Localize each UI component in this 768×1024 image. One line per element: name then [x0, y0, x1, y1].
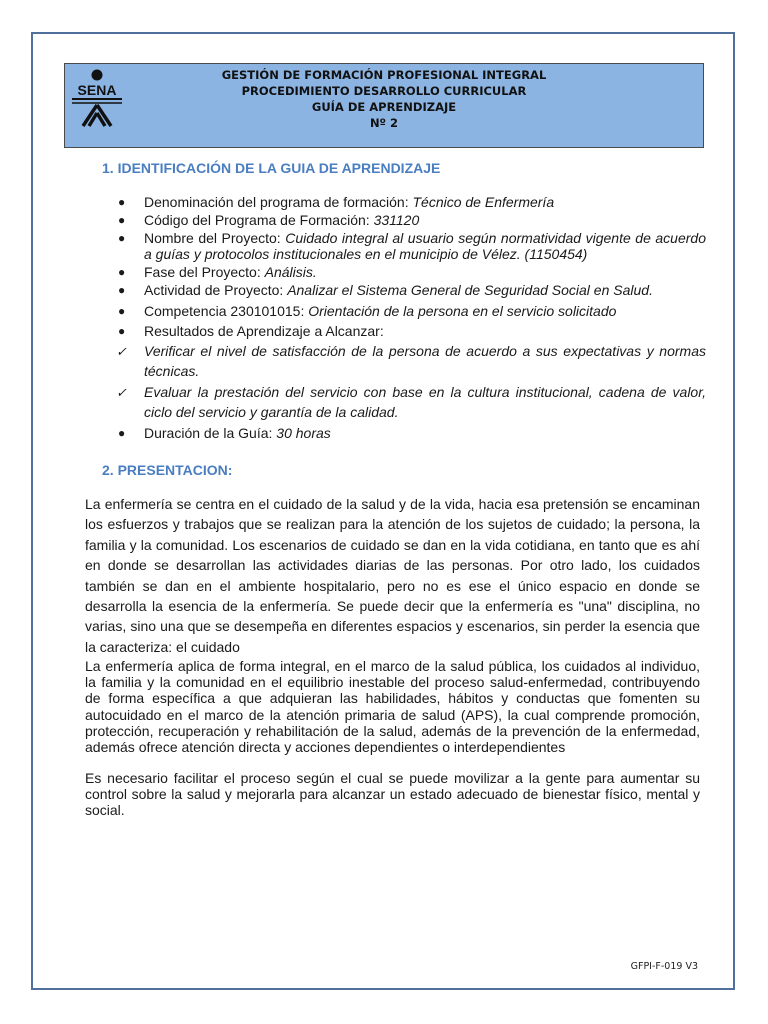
- bullet-icon: ●: [118, 324, 126, 339]
- item-value: Cuidado integral al usuario según normatividad vigente de acuerdo a guías y protocolos institucionales en el municipio de Vélez. (1150454): [144, 229, 706, 263]
- item-value: 30 horas: [276, 425, 331, 442]
- item-label: Nombre del Proyecto:: [144, 229, 286, 246]
- list-item: [116, 230, 706, 263]
- item-value: Técnico de Enfermería: [412, 194, 555, 210]
- bullet-icon: ●: [118, 213, 126, 228]
- bullet-icon: ●: [118, 426, 126, 441]
- identification-list: [116, 193, 706, 443]
- list-item: [116, 263, 706, 281]
- bullet-icon: ●: [118, 283, 126, 298]
- item-value: Analizar el Sistema General de Seguridad Social en Salud.: [287, 282, 653, 299]
- bullet-icon: ●: [118, 230, 126, 245]
- sena-logo-text: SENA: [77, 82, 117, 98]
- presentation-paragraph-2: La enfermería aplica de forma integral, en el marco de la salud pública, los cuidados al individuo, la familia y la comunidad en el equilibrio inestable del proceso salud-enfermedad, contribuyendo de forma específica a que adquieran las habilidades, hábitos y conductas que fomenten su autocuidado en el marco de la atención primaria de salud (APS), la cual comprende promoción, protección, recuperación y rehabilitación de la salud, además de la prevención de la enfermedad, además ofrece atención directa y acciones dependientes o interdependientes: [85, 658, 700, 756]
- learning-result-text: Evaluar la prestación del servicio con base en la cultura institucional, cadena de valor, ciclo del servicio y garantía de la calidad.: [144, 384, 706, 420]
- item-label: Resultados de Aprendizaje a Alcanzar:: [144, 323, 384, 340]
- checkmark-icon: ✓: [116, 385, 127, 401]
- item-value: Análisis.: [264, 263, 317, 280]
- header-line-1: GESTIÓN DE FORMACIÓN PROFESIONAL INTEGRAL: [221, 68, 547, 82]
- header-line-2: PROCEDIMIENTO DESARROLLO CURRICULAR: [241, 84, 527, 98]
- item-label: Denominación del programa de formación:: [144, 194, 413, 210]
- list-item: [116, 211, 706, 229]
- item-label: Duración de la Guía:: [144, 425, 277, 442]
- learning-result-item: [116, 342, 706, 381]
- header-line-3: GUÍA DE APRENDIZAJE: [311, 100, 457, 114]
- header-title-block: [65, 67, 703, 131]
- bullet-icon: ●: [118, 303, 126, 318]
- list-item: [116, 302, 706, 320]
- presentation-paragraph-3: Es necesario facilitar el proceso según el cual se puede movilizar a la gente para aumentar su control sobre la salud y mejorarla para alcanzar un estado adecuado de bienestar físico, mental y social.: [85, 770, 700, 819]
- header-line-4: Nº 2: [369, 116, 399, 130]
- list-item: [116, 322, 706, 340]
- section-1-title: 1. IDENTIFICACIÓN DE LA GUIA DE APRENDIZAJE: [102, 160, 441, 176]
- learning-result-text: Verificar el nivel de satisfacción de la persona de acuerdo a sus expectativas y normas técnicas.: [144, 343, 706, 379]
- item-label: Código del Programa de Formación:: [144, 212, 374, 229]
- bullet-icon: ●: [118, 264, 126, 279]
- document-header: [64, 63, 704, 148]
- form-code: GFPI-F-019 V3: [630, 961, 698, 972]
- list-item: [116, 424, 706, 442]
- learning-result-item: [116, 383, 706, 422]
- section-2-title: 2. PRESENTACION:: [102, 462, 233, 478]
- list-item: [116, 281, 706, 299]
- item-label: Competencia 230101015:: [144, 302, 309, 319]
- item-label: Actividad de Proyecto:: [144, 282, 288, 299]
- item-label: Fase del Proyecto:: [144, 263, 265, 280]
- list-item: [116, 193, 706, 211]
- item-value: Orientación de la persona en el servicio solicitado: [308, 302, 617, 319]
- bullet-icon: ●: [118, 195, 126, 209]
- checkmark-icon: ✓: [116, 344, 127, 360]
- item-value: 331120: [373, 212, 420, 229]
- presentation-paragraph-1: La enfermería se centra en el cuidado de la salud y de la vida, hacia esa pretensión se encaminan los esfuerzos y trabajos que se realizan para la atención de los sujetos de cuidado; la persona, la familia y la comunidad. Los escenarios de cuidado se dan en la vida cotidiana, en tanto que es ahí en donde se desarrollan las actividades diarias de las personas. Por otro lado, los cuidados también se dan en el ambiente hospitalario, pero no es ese el único espacio en donde se desarrolla la esencia de la enfermería. Se puede decir que la enfermería es "una" disciplina, no varias, sino una que se desempeña en diferentes espacios y escenarios, sin perder la esencia que la caracteriza: el cuidado: [85, 496, 700, 655]
